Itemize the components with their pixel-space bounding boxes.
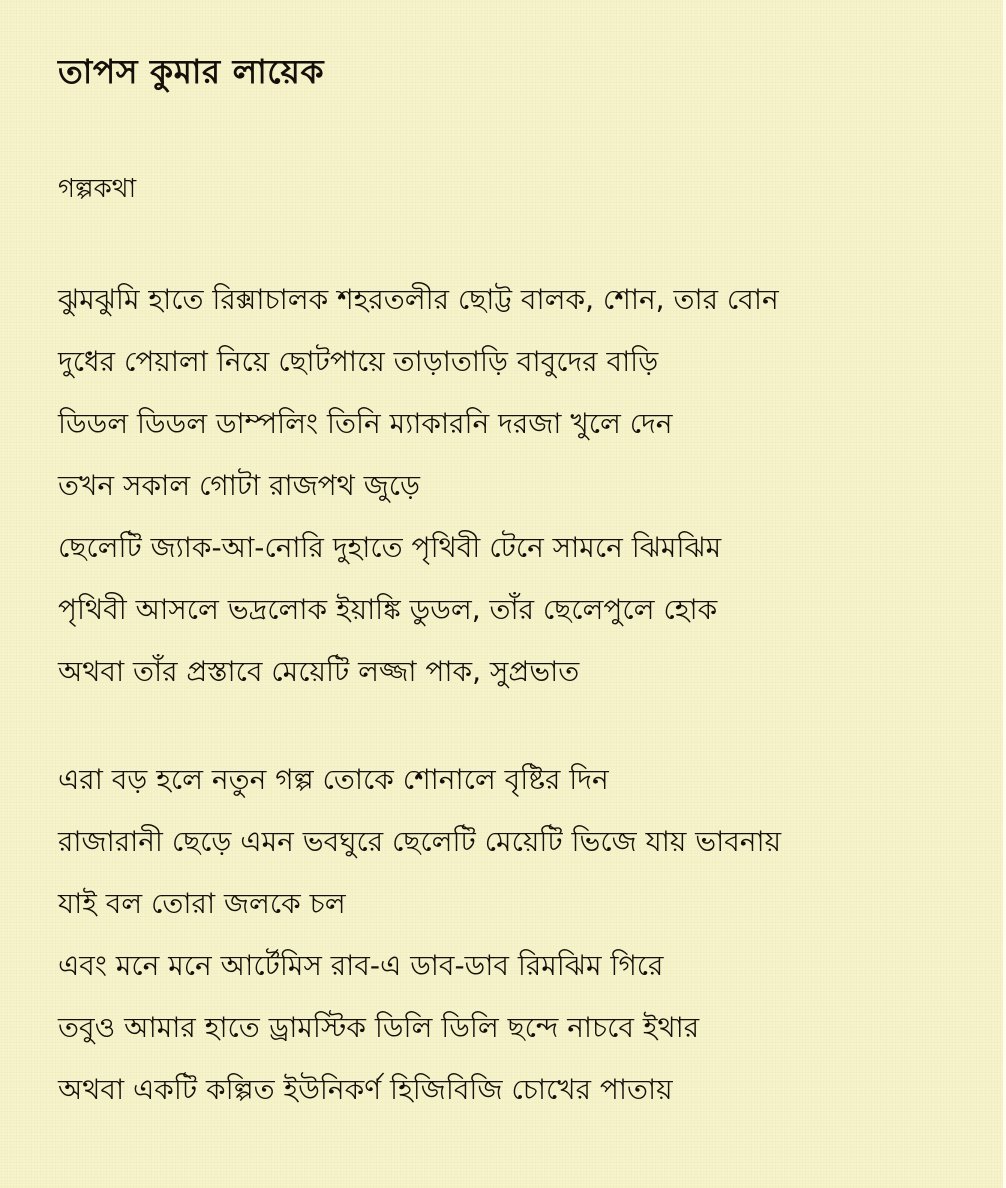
- poem-line: পৃথিবী আসলে ভদ্রলোক ইয়াঙ্কি ডুডল, তাঁর ছেলেপুলে হোক: [58, 593, 718, 626]
- poem-line: ডিডল ডিডল ডাম্পলিং তিনি ম্যাকারনি দরজা খুলে দেন: [58, 407, 673, 440]
- poem-line: এবং মনে মনে আর্টেমিস রাব-এ ডাব-ডাব রিমঝিম গিরে: [58, 949, 664, 982]
- poem-line: যাই বল তোরা জলকে চল: [58, 887, 346, 920]
- poem-line: এরা বড় হলে নতুন গল্প তোকে শোনালে বৃষ্টির দিন: [58, 763, 609, 796]
- poem-line: তখন সকাল গোটা রাজপথ জুড়ে: [58, 469, 420, 502]
- poem-line: রাজারানী ছেড়ে এমন ভবঘুরে ছেলেটি মেয়েটি ভিজে যায় ভাবনায়: [58, 825, 782, 858]
- poem-line: দুধের পেয়ালা নিয়ে ছোটপায়ে তাড়াতাড়ি বাবুদের বাড়ি: [58, 345, 659, 378]
- author-name: তাপস কুমার লায়েক: [58, 52, 325, 91]
- poem-line: ঝুমঝুমি হাতে রিক্সাচালক শহরতলীর ছোট্ট বালক, শোন, তার বোন: [58, 283, 779, 316]
- stanza-2: [58, 758, 781, 1130]
- poem-line: ছেলেটি জ্যাক-আ-নোরি দুহাতে পৃথিবী টেনে সামনে ঝিমঝিম: [58, 531, 722, 564]
- poem-line: তবুও আমার হাতে ড্রামস্টিক ডিলি ডিলি ছন্দে নাচবে ইথার: [58, 1011, 700, 1044]
- poem-title: গল্পকথা: [58, 174, 137, 204]
- poem-line: অথবা তাঁর প্রস্তাবে মেয়েটি লজ্জা পাক, সুপ্রভাত: [58, 655, 580, 688]
- stanza-1: [58, 278, 779, 712]
- poem-line: অথবা একটি কল্পিত ইউনিকর্ণ হিজিবিজি চোখের পাতায়: [58, 1073, 673, 1106]
